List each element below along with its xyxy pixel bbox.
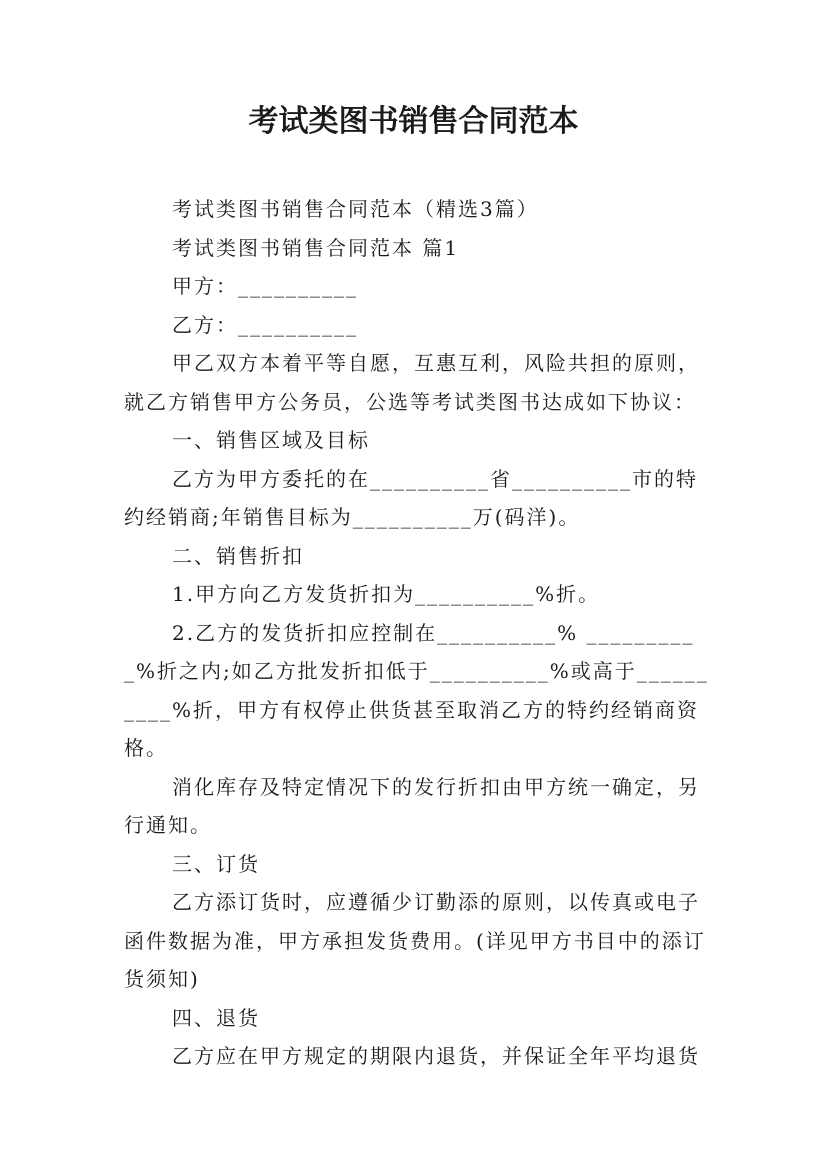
paragraph-preamble: 甲乙双方本着平等自愿，互惠互利，风险共担的原则，就乙方销售甲方公务员，公选等考试类图书达成如下协议： — [124, 351, 700, 414]
paragraph-ordering: 乙方添订货时，应遵循少订勤添的原则，以传真或电子函件数据为准，甲方承担发货费用。(详见甲方书目中的添订货须知) — [124, 890, 706, 991]
paragraph-party-b: 乙方：__________ — [172, 312, 358, 337]
paragraph-discount-2: 2.乙方的发货折扣应控制在__________% __________%折之内;如乙方批发折扣低于__________%或高于__________%折，甲方有权停止供货甚至取消乙方的特约经销商资格。 — [124, 620, 709, 760]
heading-returns: 四、退货 — [172, 1005, 260, 1030]
document-body — [124, 190, 712, 1076]
paragraph-discount-3: 消化库存及特定情况下的发行折扣由甲方统一确定，另行通知。 — [124, 774, 700, 837]
paragraph-sales-area: 乙方为甲方委托的在__________省__________市的特约经销商;年销售目标为__________万(码洋)。 — [124, 466, 698, 529]
heading-ordering: 三、订货 — [172, 851, 260, 876]
paragraph-subtitle: 考试类图书销售合同范本（精选3篇） — [172, 197, 539, 221]
heading-discount: 二、销售折扣 — [172, 543, 304, 568]
paragraph-section-heading: 考试类图书销售合同范本 篇1 — [172, 235, 460, 260]
paragraph-discount-1: 1.甲方向乙方发货折扣为__________%折。 — [172, 582, 601, 606]
heading-sales-area: 一、销售区域及目标 — [172, 428, 370, 452]
document-title: 考试类图书销售合同范本 — [248, 104, 579, 139]
paragraph-returns: 乙方应在甲方规定的期限内退货，并保证全年平均退货 — [172, 1044, 700, 1068]
paragraph-party-a: 甲方：__________ — [172, 274, 358, 298]
